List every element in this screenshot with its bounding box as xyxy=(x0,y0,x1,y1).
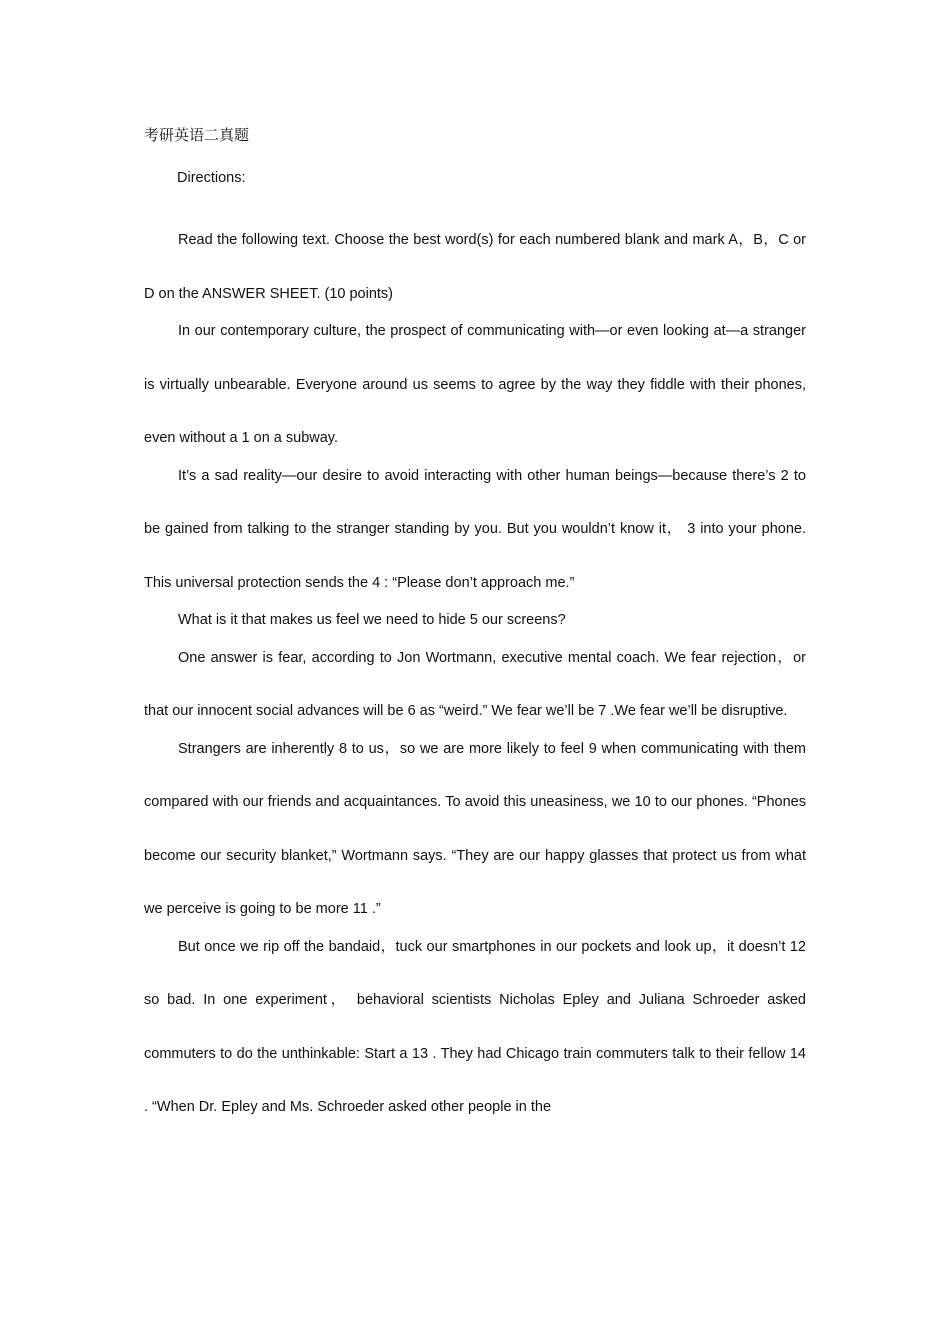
paragraph-5: Strangers are inherently 8 to us，so we are more likely to feel 9 when communicating with them compared with our friends and acquaintances. To avoid this uneasiness, we 10 to our phones. “Phones become our security blanket,” Wortmann says. “They are our happy glasses that protect us from what we perceive is going to be more 11 .” xyxy=(144,740,806,917)
paragraph-instructions: Read the following text. Choose the best word(s) for each numbered blank and mark A，B，C or D on the ANSWER SHEET. (10 points) xyxy=(144,232,806,302)
paragraph-3: What is it that makes us feel we need to hide 5 our screens? xyxy=(178,612,566,628)
paragraph-4: One answer is fear, according to Jon Wortmann, executive mental coach. We fear rejection，or that our innocent social advances will be 6 as “weird.” We fear we’ll be 7 .We fear we’ll be disruptive. xyxy=(144,649,806,719)
paragraph-1: In our contemporary culture, the prospect of communicating with—or even looking at—a stranger is virtually unbearable. Everyone around us seems to agree by the way they fiddle with their phones, even without a 1 on a subway. xyxy=(144,323,806,446)
document-page xyxy=(144,124,806,1135)
document-title: 考研英语二真题 xyxy=(144,126,250,144)
paragraph-6: But once we rip off the bandaid，tuck our smartphones in our pockets and look up，it doesn’t 12 so bad. In one experiment， behavioral scientists Nicholas Epley and Juliana Schroeder asked commuters to do the unthinkable: Start a 13 . They had Chicago train commuters talk to their fellow 14 . “When Dr. Epley and Ms. Schroeder asked other people in the xyxy=(144,938,806,1115)
directions-label: Directions: xyxy=(177,170,246,186)
paragraph-2: It’s a sad reality—our desire to avoid interacting with other human beings—because there’s 2 to be gained from talking to the stranger standing by you. But you wouldn’t know it， 3 into your phone. This universal protection sends the 4 : “Please don’t approach me.” xyxy=(144,467,806,591)
